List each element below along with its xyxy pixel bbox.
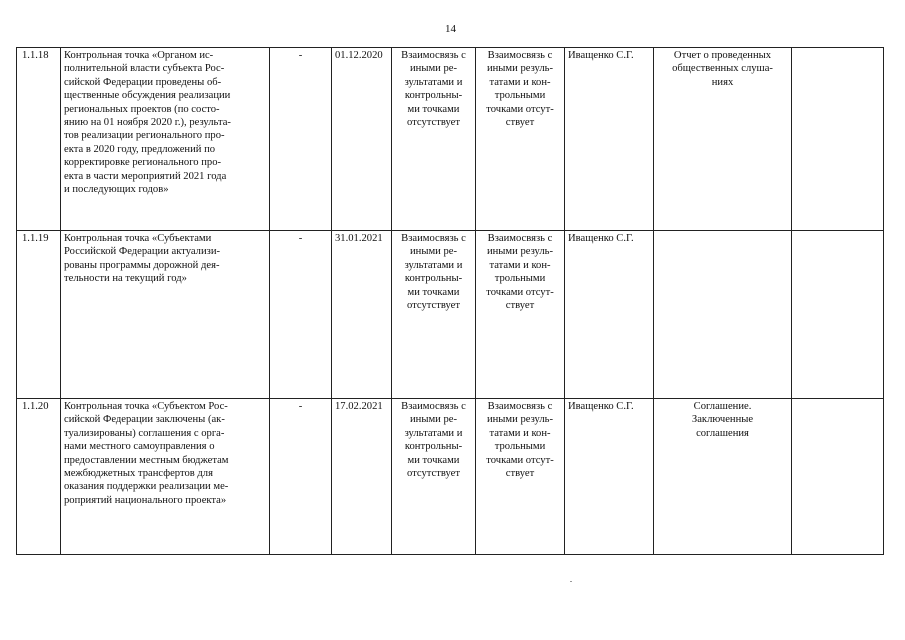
info-system-cell: [792, 231, 884, 399]
relationship-predecessor: Взаимосвязь с иными ре- зультатами и контрольны- ми точками отсутствует: [392, 231, 476, 399]
result-document: [654, 231, 792, 399]
relationship-predecessor: Взаимосвязь с иными ре- зультатами и контрольны- ми точками отсутствует: [392, 48, 476, 231]
relationship-successor: Взаимосвязь с иными резуль- татами и кон- трольными точками отсут- ствует: [476, 399, 565, 555]
table-row: [17, 399, 884, 555]
relationship-predecessor: Взаимосвязь с иными ре- зультатами и контрольны- ми точками отсутствует: [392, 399, 476, 555]
row-number: 1.1.19: [17, 231, 61, 399]
end-date: 31.01.2021: [332, 231, 392, 399]
control-point-name: Контрольная точка «Органом ис- полнительной власти субъекта Рос- сийской Федерации проведены об- щественные обсуждения реализации региональных проектов (по состо- янию на 01 ноября 2020 г.), результа- тов реализации регионального про- екта в 2020 году, предложений по корректировке регионального про- екта в части мероприятий 2021 года и последующих годов»: [61, 48, 270, 231]
control-point-name: Контрольная точка «Субъектом Рос- сийской Федерации заключены (ак- туализированы) соглашения с орга- нами местного самоуправления о предоставлении местным бюджетам межбюджетных трансфертов для оказания поддержки реализации ме- роприятий национального проекта»: [61, 399, 270, 555]
row-number: 1.1.18: [17, 48, 61, 231]
result-document: Отчет о проведенных общественных слуша- ниях: [654, 48, 792, 231]
relationship-successor: Взаимосвязь с иными резуль- татами и кон- трольными точками отсут- ствует: [476, 231, 565, 399]
start-date: -: [270, 231, 332, 399]
start-date: -: [270, 399, 332, 555]
result-document: Соглашение. Заключенные соглашения: [654, 399, 792, 555]
info-system-cell: [792, 399, 884, 555]
table-row: [17, 48, 884, 231]
page-number: 14: [445, 23, 456, 35]
table-row: [17, 231, 884, 399]
responsible-person: Иващенко С.Г.: [565, 48, 654, 231]
start-date: -: [270, 48, 332, 231]
responsible-person: Иващенко С.Г.: [565, 399, 654, 555]
control-points-table: [16, 47, 884, 555]
info-system-cell: [792, 48, 884, 231]
scan-speck: [570, 581, 572, 582]
end-date: 01.12.2020: [332, 48, 392, 231]
row-number: 1.1.20: [17, 399, 61, 555]
end-date: 17.02.2021: [332, 399, 392, 555]
responsible-person: Иващенко С.Г.: [565, 231, 654, 399]
relationship-successor: Взаимосвязь с иными резуль- татами и кон- трольными точками отсут- ствует: [476, 48, 565, 231]
control-point-name: Контрольная точка «Субъектами Российской Федерации актуализи- рованы программы дорожной дея- тельности на текущий год»: [61, 231, 270, 399]
